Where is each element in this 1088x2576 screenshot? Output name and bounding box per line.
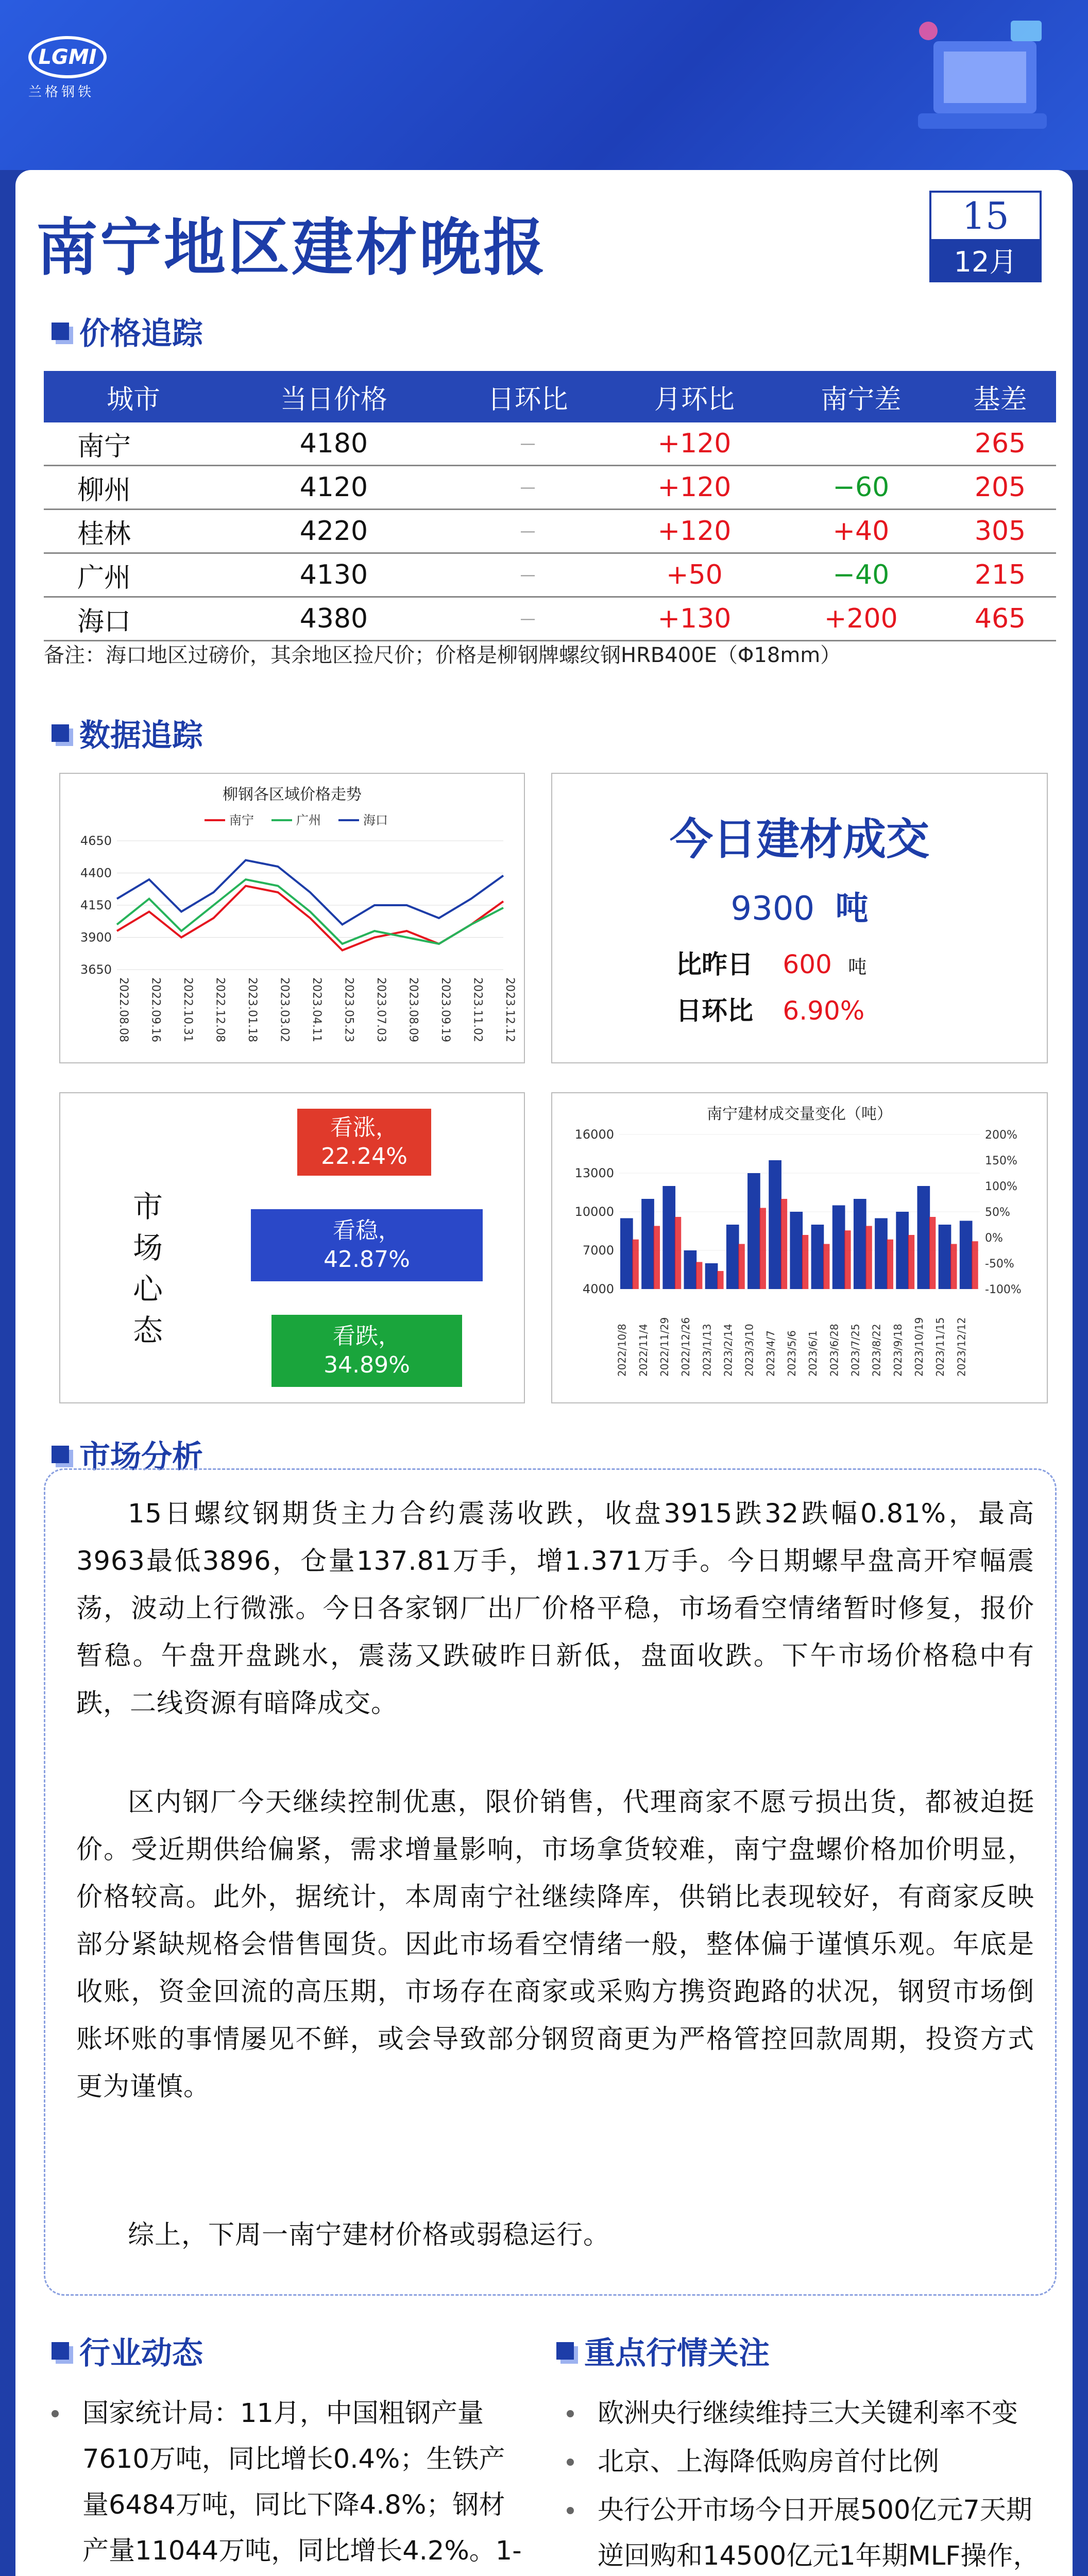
ratio-bar — [738, 1244, 744, 1290]
month-change-cell: +50 — [611, 553, 777, 597]
ratio-bar — [654, 1226, 660, 1290]
section-focus-title: 重点行情关注 — [584, 2335, 770, 2371]
table-header: 月环比 — [611, 371, 777, 422]
section-data-heading — [52, 711, 203, 755]
section-focus-heading — [556, 2329, 770, 2373]
volume-bar — [960, 1221, 973, 1290]
deal-title: 今日建材成交 — [669, 814, 929, 865]
price-cell: 4380 — [223, 597, 445, 641]
section-industry-title: 行业动态 — [79, 2335, 203, 2371]
ratio-bar — [802, 1235, 808, 1289]
industry-list — [52, 2391, 531, 2576]
x-tick-label: 2022/11/29 — [658, 1317, 671, 1377]
ratio-bar — [717, 1271, 723, 1289]
title-bar — [15, 170, 1073, 289]
list-item: 欧洲央行继续维持三大关键利率不变 — [567, 2391, 1041, 2436]
x-tick-label: 2023/9/18 — [891, 1324, 904, 1377]
volume-bar — [620, 1218, 633, 1290]
ratio-bar — [844, 1230, 851, 1289]
y2-tick-label: -100% — [985, 1283, 1022, 1296]
date-day: 15 — [962, 194, 1009, 238]
volume-bar — [939, 1225, 951, 1289]
series-line-广州 — [117, 879, 503, 944]
price-cell: 4180 — [223, 422, 445, 466]
deal-ratio-value: 6.90% — [783, 996, 865, 1026]
y2-tick-label: 50% — [985, 1206, 1010, 1219]
x-tick-label: 2022.09.16 — [149, 977, 162, 1042]
main-content — [15, 289, 1073, 2339]
ratio-bar — [696, 1262, 702, 1290]
analysis-paragraph: 15日螺纹钢期货主力合约震荡收跌，收盘3915跌32跌幅0.81%，最高3963最低3896，仓量137.81万手，增1.371万手。今日期螺早盘高开窄幅震荡，波动上行微涨。今日各家钢厂出厂价格平稳，市场看空情绪暂时修复，报价暂稳。午盘开盘跳水，震荡又跌破昨日新低，盘面收跌。下午市场价格稳中有跌，二线资源有暗降成交。 — [76, 1499, 1034, 1719]
volume-bar — [875, 1218, 888, 1290]
deal-volume-unit: 吨 — [835, 890, 869, 928]
x-tick-label: 2023/6/1 — [807, 1330, 820, 1377]
y2-tick-label: 0% — [985, 1232, 1003, 1245]
deal-vs-yesterday — [676, 944, 866, 981]
logo-subtitle: 兰格钢铁 — [28, 84, 95, 100]
table-header: 日环比 — [445, 371, 611, 422]
month-change-cell: +120 — [611, 466, 777, 510]
volume-bar — [769, 1160, 781, 1289]
nanning-diff-cell: +40 — [778, 510, 944, 553]
deal-ratio — [676, 990, 864, 1027]
x-tick-label: 2022/12/26 — [679, 1317, 692, 1377]
x-tick-label: 2022/11/4 — [637, 1324, 650, 1377]
city-cell: 广州 — [44, 553, 223, 597]
day-change-cell: — — [445, 597, 611, 641]
volume-svg — [552, 1093, 1047, 1402]
ratio-bar — [823, 1244, 829, 1290]
y-tick-label: 3650 — [80, 962, 112, 977]
y2-tick-label: 200% — [985, 1129, 1017, 1142]
deal-volume — [552, 882, 1047, 929]
y2-tick-label: 150% — [985, 1155, 1017, 1167]
y-tick-label: 13000 — [574, 1166, 614, 1180]
table-row — [44, 466, 1056, 510]
basis-cell: 465 — [944, 597, 1056, 641]
legend-label: 广州 — [296, 813, 321, 827]
legend-label: 南宁 — [229, 813, 254, 827]
ratio-bar — [781, 1199, 787, 1289]
ratio-bar — [950, 1244, 957, 1290]
city-cell: 南宁 — [44, 422, 223, 466]
list-item: 国家统计局：11月，中国粗钢产量7610万吨，同比增长0.4%；生铁产量6484万吨，同比下降4.8%；钢材产量11044万吨，同比增长4.2%。1- — [52, 2391, 531, 2576]
city-cell: 海口 — [44, 597, 223, 641]
x-tick-label: 2023.04.11 — [310, 977, 323, 1042]
analysis-paragraph: 区内钢厂今天继续控制优惠，限价销售，代理商家不愿亏损出货，都被迫挺价。受近期供给偏紧，需求增量影响，市场拿货较难，南宁盘螺价格加价明显，价格较高。此外，据统计，本周南宁社继续降库，供销比表现较好，有商家反映部分紧缺规格会惜售囤货。因此市场看空情绪一般，整体偏于谨慎乐观。年底是收账，资金回流的高压期，市场存在商家或采购方携资跑路的状况，钢贸市场倒账坏账的事情屡见不鲜，或会导致部分钢贸商更为严格管控回款周期，投资方式更为谨慎。 — [76, 1787, 1034, 2102]
table-row — [44, 422, 1056, 466]
table-header: 基差 — [944, 371, 1056, 422]
mood-flat-box — [251, 1209, 483, 1281]
volume-bar — [705, 1263, 718, 1289]
y-tick-label: 16000 — [574, 1127, 614, 1142]
city-cell: 桂林 — [44, 510, 223, 553]
table-header-row — [44, 371, 1056, 422]
y-tick-label: 10000 — [574, 1205, 614, 1219]
table-row — [44, 510, 1056, 553]
day-change-cell: — — [445, 553, 611, 597]
market-mood-panel — [59, 1092, 525, 1403]
volume-bar — [917, 1186, 930, 1289]
mood-down-box — [271, 1315, 462, 1387]
price-trend-chart — [59, 773, 525, 1063]
list-item: 北京、上海降低购房首付比例 — [567, 2439, 1041, 2485]
deal-volume-value: 9300 — [730, 890, 815, 928]
date-month: 12月 — [931, 239, 1040, 280]
y-tick-label: 3900 — [80, 930, 112, 945]
nanning-diff-cell: −40 — [778, 553, 944, 597]
x-tick-label: 2023.05.23 — [342, 977, 355, 1042]
table-header: 当日价格 — [223, 371, 445, 422]
y-tick-label: 4150 — [80, 898, 112, 912]
price-trend-svg — [60, 774, 524, 1062]
ratio-bar — [929, 1217, 936, 1289]
section-marker-icon — [52, 323, 69, 340]
price-cell: 4130 — [223, 553, 445, 597]
x-tick-label: 2022.12.08 — [213, 977, 227, 1042]
volume-chart — [551, 1092, 1048, 1403]
y-tick-label: 4650 — [80, 834, 112, 848]
volume-bar — [896, 1212, 909, 1289]
month-change-cell: +130 — [611, 597, 777, 641]
volume-bar — [662, 1186, 675, 1289]
volume-bar — [747, 1173, 760, 1289]
section-marker-icon — [52, 1446, 69, 1463]
x-tick-label: 2022.10.31 — [181, 977, 194, 1042]
x-tick-label: 2023.01.18 — [246, 977, 259, 1042]
nanning-diff-cell — [778, 422, 944, 466]
page-title: 南宁地区建材晚报 — [36, 212, 547, 284]
table-note: 备注：海口地区过磅价，其余地区捡尺价；价格是柳钢牌螺纹钢HRB400E（Φ18mm） — [44, 643, 841, 667]
header — [0, 0, 1088, 170]
ratio-bar — [675, 1217, 681, 1289]
deal-panel — [551, 773, 1048, 1063]
day-change-cell: — — [445, 466, 611, 510]
table-header: 城市 — [44, 371, 223, 422]
x-tick-label: 2023.07.03 — [375, 977, 387, 1042]
x-tick-label: 2023/2/14 — [722, 1324, 735, 1377]
volume-bar — [641, 1199, 654, 1289]
section-marker-icon — [52, 724, 69, 742]
deal-ratio-label: 日环比 — [676, 996, 753, 1026]
list-item: 央行公开市场今日开展500亿元7天期逆回购和14500亿元1年期MLF操作， — [567, 2487, 1041, 2576]
volume-bar — [684, 1250, 697, 1289]
x-tick-label: 2023/7/25 — [849, 1324, 862, 1377]
ratio-bar — [972, 1241, 978, 1289]
x-tick-label: 2023/4/7 — [764, 1330, 777, 1377]
x-tick-label: 2022.08.08 — [117, 977, 130, 1042]
date-badge — [929, 191, 1042, 282]
y2-tick-label: -50% — [985, 1258, 1014, 1270]
table-row — [44, 553, 1056, 597]
chart-title: 南宁建材成交量变化（吨） — [707, 1105, 892, 1123]
ratio-bar — [908, 1235, 914, 1289]
basis-cell: 205 — [944, 466, 1056, 510]
analysis-paragraph: 综上，下周一南宁建材价格或弱稳运行。 — [128, 2220, 610, 2250]
section-analysis-title: 市场分析 — [79, 1439, 203, 1475]
x-tick-label: 2023.08.09 — [406, 977, 420, 1042]
series-line-海口 — [117, 860, 503, 925]
y-tick-label: 4400 — [80, 866, 112, 880]
basis-cell: 305 — [944, 510, 1056, 553]
mood-up-text: 看涨， 22.24% — [321, 1114, 407, 1170]
mood-label: 市场心态 — [132, 1189, 163, 1348]
logo — [28, 36, 121, 98]
ratio-bar — [865, 1226, 872, 1290]
table-header: 南宁差 — [778, 371, 944, 422]
section-price-title: 价格追踪 — [79, 316, 203, 352]
ratio-bar — [887, 1240, 893, 1289]
logo-mark: LGMI — [28, 36, 107, 78]
month-change-cell: +120 — [611, 510, 777, 553]
volume-bar — [726, 1225, 739, 1289]
tech-illustration-icon — [903, 10, 1057, 155]
mood-flat-text: 看稳， 42.87% — [324, 1217, 410, 1273]
volume-bar — [854, 1199, 866, 1289]
ratio-bar — [633, 1240, 639, 1289]
x-tick-label: 2023/3/10 — [743, 1324, 756, 1377]
section-marker-icon — [556, 2342, 574, 2360]
analysis-box — [44, 1468, 1057, 2296]
chart-title: 柳钢各区域价格走势 — [223, 786, 362, 804]
legend-label: 海口 — [363, 813, 388, 827]
deal-vs-value: 600 — [783, 950, 832, 979]
mood-up-box — [297, 1109, 431, 1176]
lower-section — [15, 2303, 1073, 2576]
day-change-cell: — — [445, 422, 611, 466]
x-tick-label: 2023/5/6 — [786, 1330, 798, 1377]
section-industry-heading — [52, 2329, 203, 2373]
x-tick-label: 2023/1/13 — [701, 1324, 713, 1377]
x-tick-label: 2023.09.19 — [439, 977, 452, 1042]
month-change-cell: +120 — [611, 422, 777, 466]
volume-bar — [790, 1212, 803, 1289]
y2-tick-label: 100% — [985, 1180, 1017, 1193]
price-table — [44, 371, 1056, 641]
volume-bar — [832, 1206, 845, 1290]
x-tick-label: 2023.03.02 — [278, 977, 291, 1042]
city-cell: 柳州 — [44, 466, 223, 510]
ratio-bar — [760, 1208, 766, 1290]
x-tick-label: 2023/6/28 — [828, 1324, 841, 1377]
section-data-title: 数据追踪 — [79, 718, 203, 754]
y-tick-label: 7000 — [582, 1243, 614, 1258]
x-tick-label: 2022/10/8 — [616, 1324, 628, 1377]
nanning-diff-cell: −60 — [778, 466, 944, 510]
basis-cell: 215 — [944, 553, 1056, 597]
focus-list — [567, 2391, 1041, 2576]
x-tick-label: 2023.12.12 — [503, 977, 516, 1042]
mood-down-text: 看跌， 34.89% — [324, 1323, 410, 1378]
nanning-diff-cell: +200 — [778, 597, 944, 641]
x-tick-label: 2023/11/15 — [934, 1317, 947, 1377]
basis-cell: 265 — [944, 422, 1056, 466]
x-tick-label: 2023/8/22 — [870, 1324, 883, 1377]
deal-vs-label: 比昨日 — [676, 950, 753, 979]
x-tick-label: 2023.11.02 — [471, 977, 484, 1042]
x-tick-label: 2023/10/19 — [913, 1317, 926, 1377]
section-marker-icon — [52, 2342, 69, 2360]
y-tick-label: 4000 — [582, 1282, 614, 1296]
price-cell: 4120 — [223, 466, 445, 510]
deal-vs-unit: 吨 — [848, 957, 867, 978]
day-change-cell: — — [445, 510, 611, 553]
table-row — [44, 597, 1056, 641]
price-cell: 4220 — [223, 510, 445, 553]
volume-bar — [811, 1225, 824, 1289]
section-price-heading — [52, 309, 203, 353]
x-tick-label: 2023/12/12 — [955, 1317, 968, 1377]
